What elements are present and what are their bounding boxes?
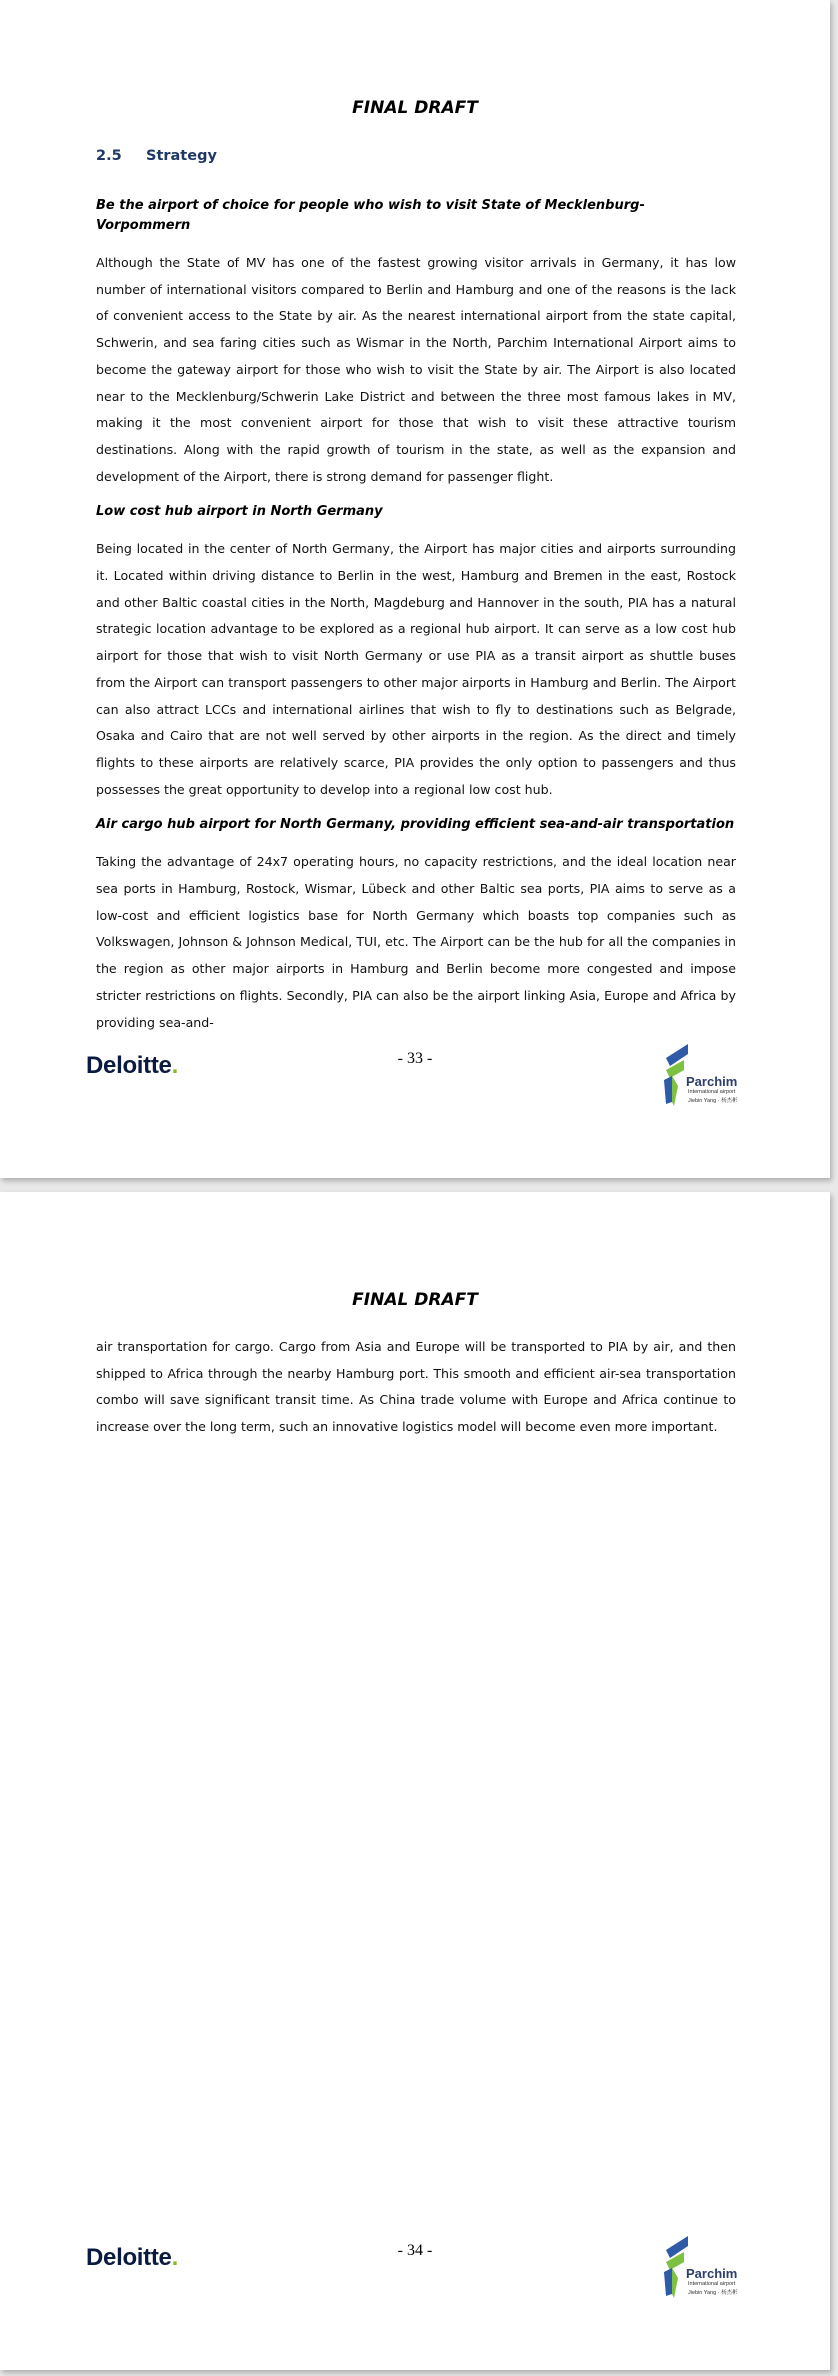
subheading-air-cargo: Air cargo hub airport for North Germany, providing efficient sea-and-air transportation	[96, 817, 735, 833]
parchim-airport-logo	[662, 2232, 742, 2304]
page-content	[96, 148, 736, 1048]
parchim-airport-logo	[662, 1040, 742, 1112]
page-header: FINAL DRAFT	[352, 98, 478, 118]
document-page	[0, 1192, 830, 2370]
parchim-subtitle-2: Jiebin Yang · 杨杰彬	[688, 2290, 738, 2296]
parchim-subtitle-2: Jiebin Yang · 杨杰彬	[688, 1098, 738, 1104]
parchim-subtitle: International airport	[688, 2281, 736, 2287]
section-heading	[96, 148, 736, 164]
deloitte-logo: Deloitte.	[86, 1052, 178, 1079]
paragraph-air-cargo: Taking the advantage of 24x7 operating hours, no capacity restrictions, and the ideal location near sea ports in Hamburg, Rostock, Wismar, Lübeck and other Baltic sea ports, PIA aims to serve as a low-cost and efficient logistics base for North Germany which boasts top companies such as Volkswagen, Johnson & Johnson Medical, TUI, etc. The Airport can be the hub for all the companies in the region as other major airports in Hamburg and Berlin become more congested and impose stricter restrictions on flights. Secondly, PIA can also be the airport linking Asia, Europe and Africa by providing sea-and-	[96, 854, 736, 1030]
subheading-visit-mv: Be the airport of choice for people who wish to visit State of Mecklenburg-Vorpommern	[96, 198, 645, 233]
paragraph-low-cost-hub: Being located in the center of North Germany, the Airport has major cities and airports surrounding it. Located within driving distance to Berlin in the west, Hamburg and Bremen in the east, Rostock and other Baltic coastal cities in the North, Magdeburg and Hannover in the south, PIA has a natural strategic location advantage to be explored as a regional hub airport. It can serve as a low cost hub airport for those that wish to visit North Germany or use PIA as a transit airport as shuttle buses from the Airport can transport passengers to other major airports in Hamburg and Berlin. The Airport can also attract LCCs and international airlines that wish to fly to destinations such as Belgrade, Osaka and Cairo that are not well served by other airports in the region. As the direct and timely flights to these airports are relatively scarce, PIA provides the only option to passengers and thus possesses the great opportunity to develop into a regional low cost hub.	[96, 541, 736, 797]
document-page	[0, 0, 830, 1178]
page-number: - 33 -	[397, 1050, 433, 1067]
deloitte-logo: Deloitte.	[86, 2244, 178, 2271]
parchim-subtitle: International airport	[688, 1089, 736, 1095]
page-header: FINAL DRAFT	[352, 1290, 478, 1310]
parchim-name: Parchim	[686, 1074, 738, 1089]
paragraph-visit-mv: Although the State of MV has one of the fastest growing visitor arrivals in Germany, it has low number of international visitors compared to Berlin and Hamburg and one of the reasons is the lack of convenient access to the State by air. As the nearest international airport from the state capital, Schwerin, and sea faring cities such as Wismar in the North, Parchim International Airport aims to become the gateway airport for those who wish to visit the State by air. The Airport is also located near to the Mecklenburg/Schwerin Lake District and between the three most famous lakes in MV, making it the most convenient airport for those that wish to visit these attractive tourism destinations. Along with the rapid growth of tourism in the state, as well as the expansion and development of the Airport, there is strong demand for passenger flight.	[96, 255, 736, 484]
page-number: - 34 -	[397, 2242, 433, 2259]
section-title: Strategy	[146, 148, 217, 164]
paragraph-cargo-continued: air transportation for cargo. Cargo from Asia and Europe will be transported to PIA by air, and then shipped to Africa through the nearby Hamburg port. This smooth and efficient air-sea transportation combo will save significant transit time. As China trade volume with Europe and Africa continue to increase over the long term, such an innovative logistics model will become even more important.	[96, 1339, 736, 1435]
parchim-name: Parchim	[686, 2266, 738, 2281]
page-content	[96, 1334, 736, 1453]
subheading-low-cost-hub: Low cost hub airport in North Germany	[96, 504, 383, 520]
section-number: 2.5	[96, 148, 122, 164]
